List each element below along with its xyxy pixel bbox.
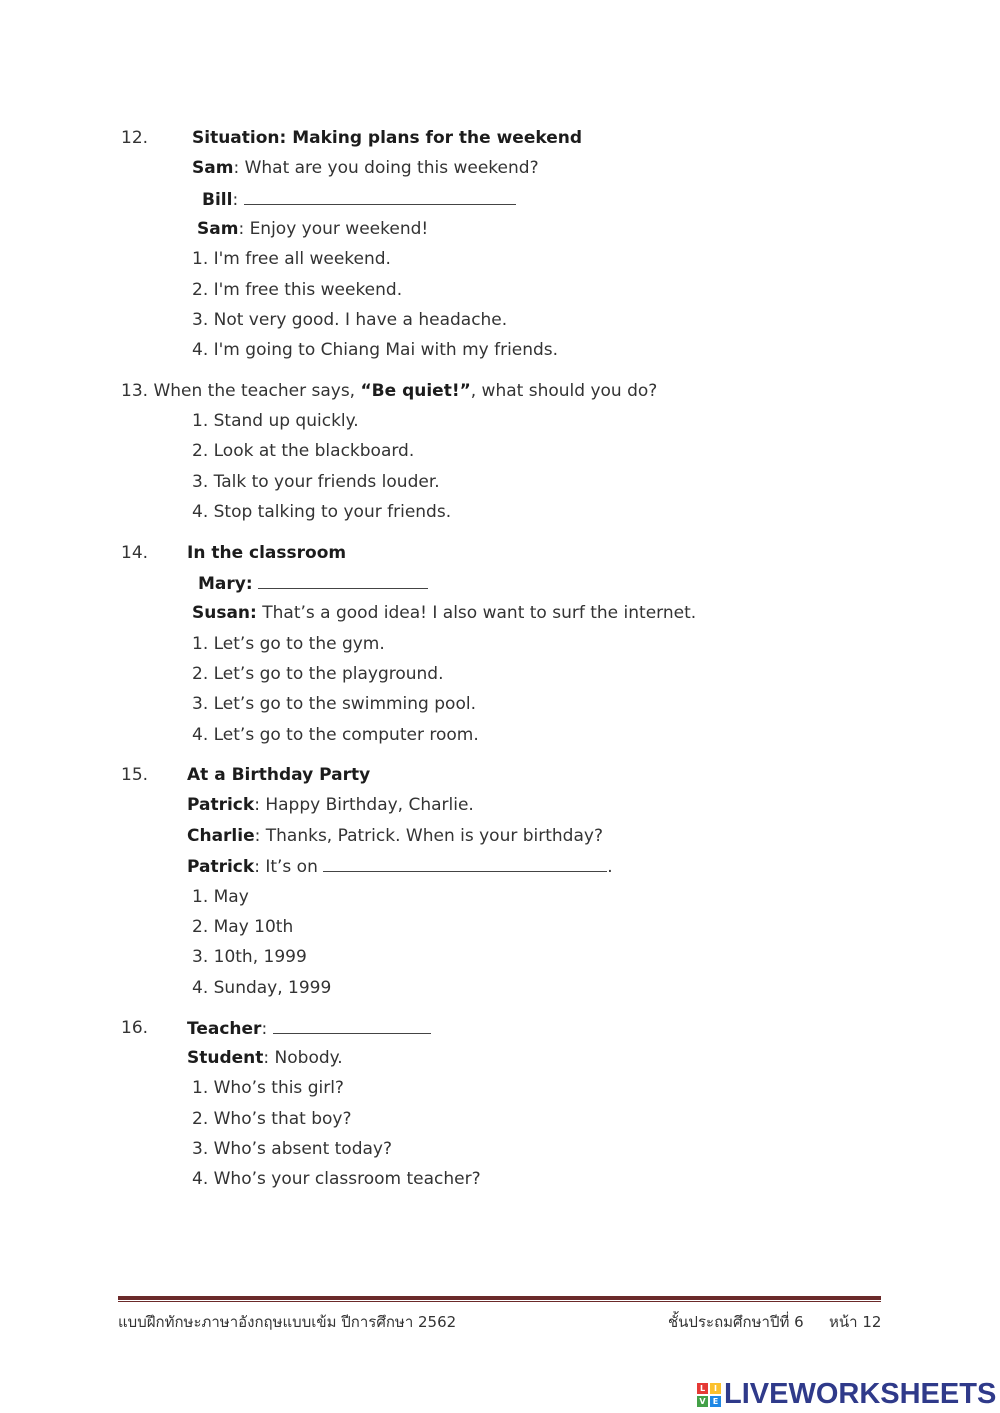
q12-line-bill (202, 188, 516, 211)
q15-option-2[interactable]: 2. May 10th (192, 917, 294, 937)
footer-divider-thin (118, 1301, 881, 1302)
q12-number: 12. (121, 128, 149, 148)
q14-title (187, 542, 346, 564)
dialogue-text: : Happy Birthday, Charlie. (254, 795, 474, 815)
speaker-name: Sam (197, 219, 239, 239)
logo-tile: V (697, 1396, 708, 1407)
q13-option-4[interactable]: 4. Stop talking to your friends. (192, 502, 452, 522)
speaker-name: Susan: (192, 603, 257, 623)
q14-answer-blank[interactable] (258, 572, 428, 589)
q15-option-1[interactable]: 1. May (192, 887, 249, 907)
liveworksheets-logo[interactable] (697, 1378, 996, 1411)
q12-line-sam-2 (197, 218, 428, 240)
q12-option-3[interactable]: 3. Not very good. I have a headache. (192, 310, 508, 330)
speaker-name: Bill (202, 190, 233, 210)
q16-option-4[interactable]: 4. Who’s your classroom teacher? (192, 1169, 481, 1189)
speaker-name: Mary: (198, 574, 253, 594)
q12-answer-blank[interactable] (244, 188, 516, 205)
q15-answer-blank[interactable] (323, 855, 607, 872)
logo-icon (697, 1383, 721, 1407)
q14-line-mary (198, 572, 428, 595)
q13-prompt-end: , what should you do? (470, 381, 658, 401)
q12-option-1[interactable]: 1. I'm free all weekend. (192, 249, 391, 269)
footer-title: แบบฝึกทักษะภาษาอังกฤษแบบเข้ม ปีการศึกษา 2562 (118, 1313, 457, 1331)
footer-grade: ชั้นประถมศึกษาปีที่ 6 (668, 1313, 804, 1331)
dialogue-text: : (261, 1019, 268, 1039)
q14-option-3[interactable]: 3. Let’s go to the swimming pool. (192, 694, 476, 714)
q12-line-sam (192, 157, 539, 179)
q12-option-4[interactable]: 4. I'm going to Chiang Mai with my friends. (192, 340, 559, 360)
q15-option-3[interactable]: 3. 10th, 1999 (192, 947, 307, 967)
q16-option-1[interactable]: 1. Who’s this girl? (192, 1078, 344, 1098)
speaker-name: Patrick (187, 857, 255, 877)
q14-number: 14. (121, 543, 149, 563)
q13-option-1[interactable]: 1. Stand up quickly. (192, 411, 359, 431)
q15-title-text: At a Birthday Party (187, 765, 371, 785)
q15-title (187, 764, 370, 786)
footer-divider (118, 1296, 881, 1300)
speaker-name: Patrick (187, 795, 255, 815)
logo-text: LIVEWORKSHEETS (724, 1378, 997, 1410)
dialogue-text: : Nobody. (263, 1048, 343, 1068)
q15-line-patrick-2 (187, 855, 613, 878)
logo-tile: E (710, 1396, 721, 1407)
speaker-name: Student (187, 1048, 264, 1068)
q16-option-3[interactable]: 3. Who’s absent today? (192, 1139, 392, 1159)
q12-option-2[interactable]: 2. I'm free this weekend. (192, 280, 403, 300)
q16-answer-blank[interactable] (273, 1017, 431, 1034)
dialogue-text: : It’s on (254, 857, 318, 877)
logo-tile: I (710, 1383, 721, 1394)
dialogue-text: : Enjoy your weekend! (238, 219, 429, 239)
q13-prompt-start: 13. When the teacher says, (121, 381, 361, 401)
dialogue-text: : Thanks, Patrick. When is your birthday? (254, 826, 603, 846)
q13-option-3[interactable]: 3. Talk to your friends louder. (192, 472, 440, 492)
q14-option-1[interactable]: 1. Let’s go to the gym. (192, 634, 385, 654)
footer-page-number: หน้า 12 (829, 1313, 882, 1331)
q16-option-2[interactable]: 2. Who’s that boy? (192, 1109, 352, 1129)
q13-option-2[interactable]: 2. Look at the blackboard. (192, 441, 415, 461)
speaker-name: Sam (192, 158, 234, 178)
dialogue-text: : (232, 190, 239, 210)
dialogue-text: That’s a good idea! I also want to surf the internet. (256, 603, 697, 623)
q15-number: 15. (121, 765, 149, 785)
q12-title-text: Situation: Making plans for the weekend (192, 128, 583, 148)
q16-line-student (187, 1047, 343, 1069)
q14-option-4[interactable]: 4. Let’s go to the computer room. (192, 725, 479, 745)
q13-prompt (121, 380, 657, 402)
q14-line-susan (192, 602, 696, 624)
q14-option-2[interactable]: 2. Let’s go to the playground. (192, 664, 444, 684)
q15-line-patrick (187, 794, 474, 816)
logo-tile: L (697, 1383, 708, 1394)
q15-line-charlie (187, 825, 603, 847)
q13-prompt-quote: “Be quiet!” (360, 381, 471, 401)
q12-title (192, 127, 582, 149)
q14-title-text: In the classroom (187, 543, 347, 563)
q16-number: 16. (121, 1018, 149, 1038)
speaker-name: Teacher (187, 1019, 262, 1039)
q16-line-teacher (187, 1017, 431, 1040)
speaker-name: Charlie (187, 826, 255, 846)
q15-option-4[interactable]: 4. Sunday, 1999 (192, 978, 332, 998)
dialogue-text: : What are you doing this weekend? (233, 158, 539, 178)
sentence-period: . (607, 857, 613, 877)
